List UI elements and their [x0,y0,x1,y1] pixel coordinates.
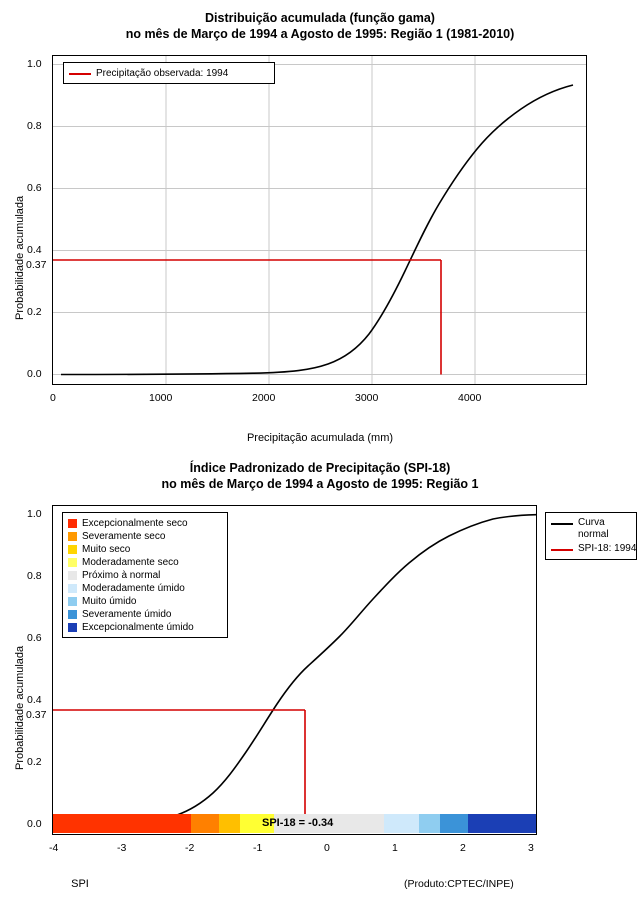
legend-label: Excepcionalmente úmido [82,622,194,633]
top-legend-item-observed [69,67,268,80]
top-chart-title [0,0,640,42]
bottom-x-axis-label: SPI [71,878,89,890]
swatch-icon [68,584,77,593]
top-y-axis-label: Probabilidade acumulada [14,195,26,320]
legend-label: Severamente seco [82,531,166,542]
bottom-chart-title-line2: no mês de Março de 1994 a Agosto de 1995: Região 1 [161,477,479,491]
legend-item-moderadamente-umido [68,582,221,595]
swatch-icon [68,519,77,528]
top-plot-svg [53,56,586,384]
top-xtick-2000: 2000 [252,392,276,404]
bottom-marker-y-label: 0.37 [26,709,47,721]
top-ytick-00: 0.0 [27,368,42,380]
swatch-icon [68,610,77,619]
colorbar-segment-sev-seco [191,814,219,833]
legend-label-curva [578,517,609,541]
top-marker-y-label: 0.37 [26,259,47,271]
top-ytick-02: 0.2 [27,306,42,318]
top-xtick-3000: 3000 [355,392,379,404]
top-chart-title-line2: no mês de Março de 1994 a Agosto de 1995: Região 1 (1981-2010) [125,27,515,41]
colorbar-segment-mod-umido [384,814,419,833]
bottom-xtick-2: 2 [460,842,466,854]
swatch-icon [68,597,77,606]
swatch-icon [68,623,77,632]
legend-label: Próximo à normal [82,570,161,581]
swatch-icon [68,532,77,541]
bottom-xtick-3: 3 [528,842,534,854]
top-legend [63,62,275,84]
legend-label: Moderadamente úmido [82,583,185,594]
bottom-xtick-m4: -4 [49,842,59,854]
bottom-ytick-1: 1.0 [27,508,42,520]
top-xtick-1000: 1000 [149,392,173,404]
colorbar-segment-muito-seco [219,814,240,833]
bottom-ytick-00: 0.0 [27,818,42,830]
bottom-xtick-m3: -3 [117,842,127,854]
legend-item-excepcionalmente-umido [68,621,221,634]
bottom-xtick-1: 1 [392,842,398,854]
bottom-xtick-m2: -2 [185,842,195,854]
top-observation-crosshair [53,260,441,375]
top-ytick-04: 0.4 [27,244,42,256]
legend-label: Muito úmido [82,596,137,607]
legend-item-muito-seco [68,543,221,556]
colorbar-segment-muito-umido [419,814,440,833]
top-xtick-4000: 4000 [458,392,482,404]
bottom-ytick-06: 0.6 [27,632,42,644]
top-ytick-06: 0.6 [27,182,42,194]
legend-line-icon [551,549,573,551]
legend-label: Severamente úmido [82,609,172,620]
legend-label: Excepcionalmente seco [82,518,188,529]
producer-note: (Produto:CPTEC/INPE) [404,878,514,890]
legend-label: Muito seco [82,544,131,555]
legend-item-spi-1994 [551,543,637,555]
spi-class-legend [62,512,228,638]
bottom-xtick-0: 0 [324,842,330,854]
bottom-ytick-08: 0.8 [27,570,42,582]
spi-panel [0,450,640,900]
spi-value-label: SPI-18 = -0.34 [262,817,334,829]
top-x-axis-label: Precipitação acumulada (mm) [246,432,394,444]
bottom-spi-crosshair [53,710,305,825]
legend-item-severamente-umido [68,608,221,621]
legend-line-icon [69,73,91,75]
legend-label: Moderadamente seco [82,557,179,568]
swatch-icon [68,558,77,567]
top-ytick-1: 1.0 [27,58,42,70]
top-ytick-08: 0.8 [27,120,42,132]
legend-label-line1: Curva [578,517,605,528]
legend-item-proximo-a-normal [68,569,221,582]
colorbar-segment-sev-umido [440,814,468,833]
bottom-chart-title [0,450,640,492]
legend-line-icon [551,523,573,525]
legend-item-moderadamente-seco [68,556,221,569]
bottom-y-axis-label: Probabilidade acumulada [14,645,26,770]
legend-item-curva-normal [551,517,630,541]
legend-item-muito-umido [68,595,221,608]
legend-label-line2: normal [578,529,609,540]
top-gamma-curve [61,85,573,375]
top-xtick-0: 0 [50,392,56,404]
top-chart-title-line1: Distribuição acumulada (função gama) [205,11,435,25]
bottom-ytick-02: 0.2 [27,756,42,768]
bottom-curve-legend [545,512,637,560]
legend-item-severamente-seco [68,530,221,543]
top-plot-area [52,55,587,385]
colorbar-segment-exc-seco [53,814,191,833]
bottom-xtick-m1: -1 [253,842,263,854]
legend-item-excepcionalmente-seco [68,517,221,530]
bottom-ytick-04: 0.4 [27,694,42,706]
swatch-icon [68,571,77,580]
bottom-chart-title-line1: Índice Padronizado de Precipitação (SPI-18) [189,461,451,475]
colorbar-segment-exc-umido [468,814,536,833]
swatch-icon [68,545,77,554]
legend-label-spi: SPI-18: 1994 [578,543,637,554]
top-legend-label: Precipitação observada: 1994 [96,68,229,79]
top-gridlines [53,56,586,384]
